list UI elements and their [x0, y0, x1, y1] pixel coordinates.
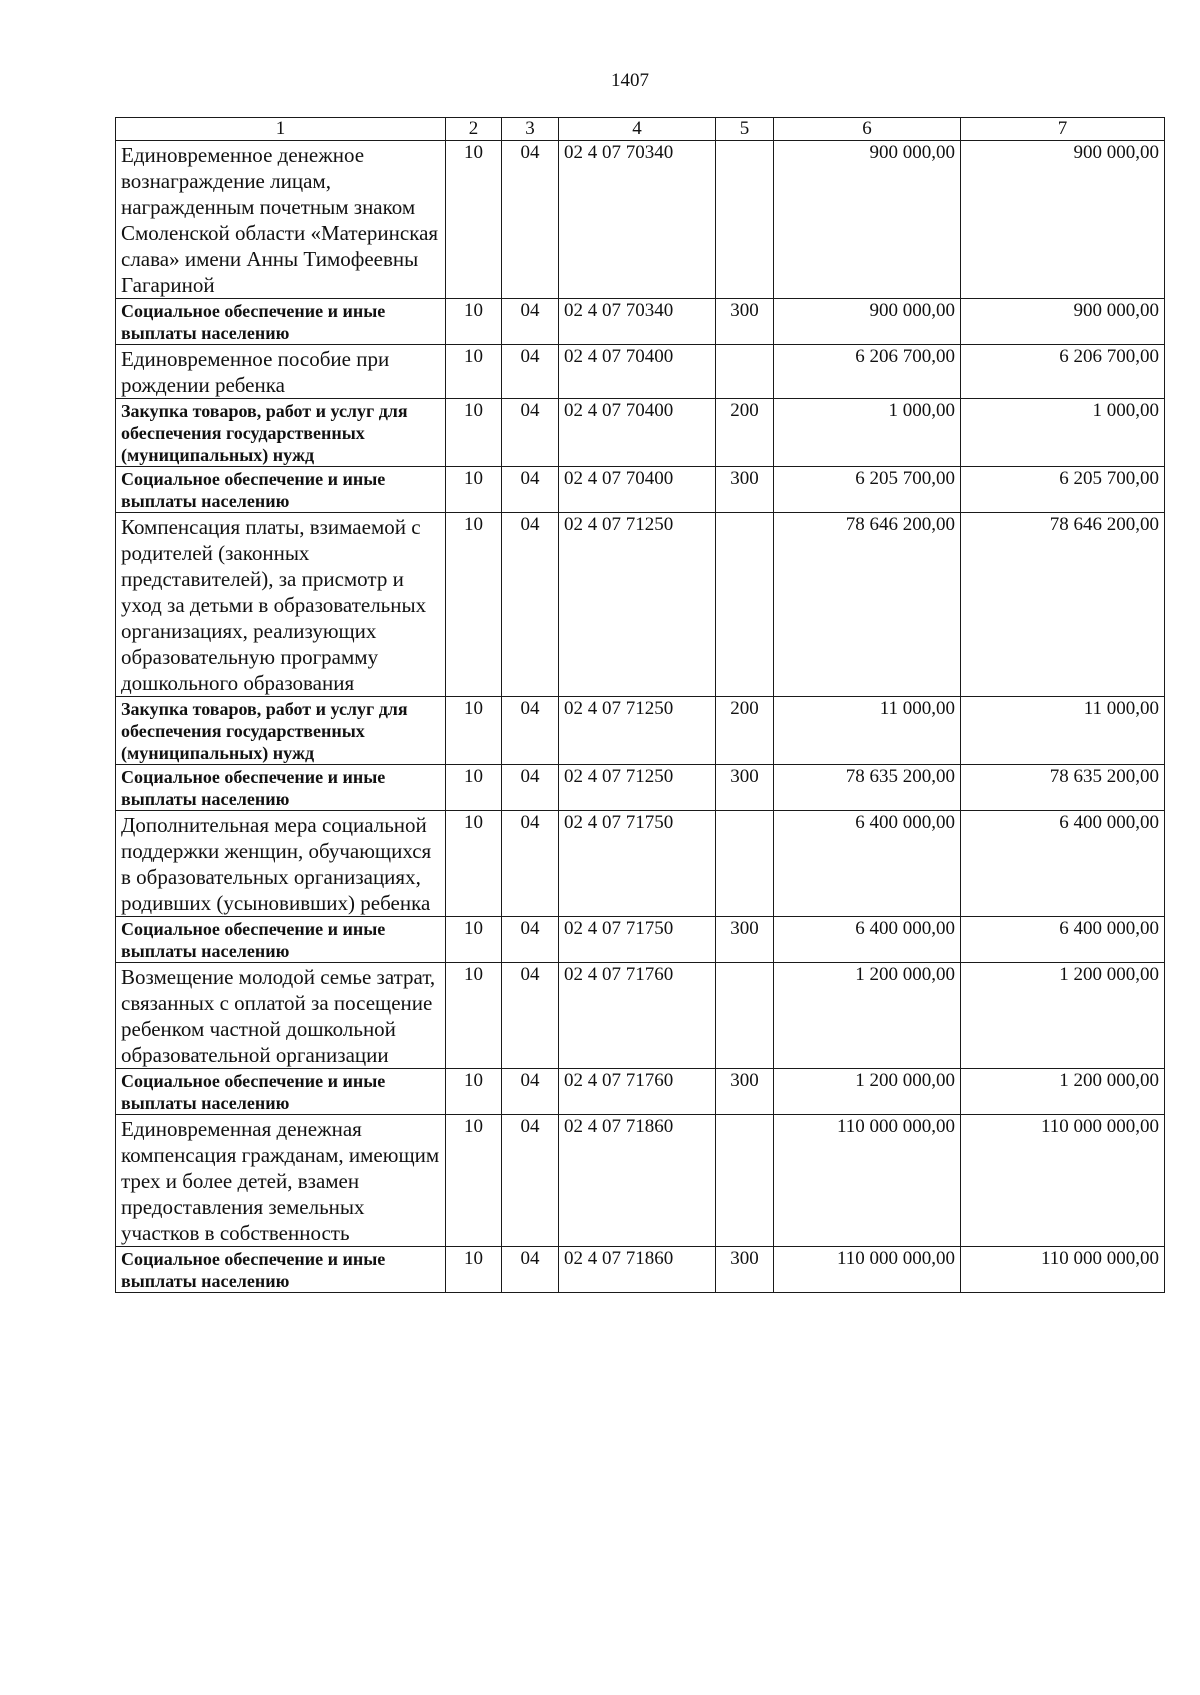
cell-subsection: 04 [502, 345, 559, 399]
cell-expense-type: 300 [716, 917, 774, 963]
table-row [116, 467, 1165, 513]
cell-name: Социальное обеспечение и иные выплаты населению [116, 1069, 446, 1115]
cell-subsection: 04 [502, 513, 559, 697]
cell-amount-2: 1 200 000,00 [961, 1069, 1165, 1115]
cell-amount-1: 1 200 000,00 [774, 1069, 961, 1115]
cell-name: Социальное обеспечение и иные выплаты населению [116, 299, 446, 345]
cell-expense-type [716, 811, 774, 917]
cell-amount-2: 1 200 000,00 [961, 963, 1165, 1069]
cell-subsection: 04 [502, 141, 559, 299]
cell-section: 10 [446, 299, 502, 345]
cell-section: 10 [446, 345, 502, 399]
cell-target-code: 02 4 07 71760 [559, 963, 716, 1069]
cell-expense-type: 300 [716, 299, 774, 345]
budget-table [115, 117, 1165, 1293]
cell-amount-1: 110 000 000,00 [774, 1247, 961, 1293]
cell-subsection: 04 [502, 1115, 559, 1247]
cell-expense-type: 300 [716, 1069, 774, 1115]
cell-amount-2: 1 000,00 [961, 399, 1165, 467]
column-header-amount-2: 7 [961, 118, 1165, 141]
table-row [116, 299, 1165, 345]
cell-section: 10 [446, 765, 502, 811]
cell-subsection: 04 [502, 399, 559, 467]
cell-expense-type [716, 963, 774, 1069]
column-header-expense-type: 5 [716, 118, 774, 141]
table-row [116, 1247, 1165, 1293]
cell-section: 10 [446, 697, 502, 765]
cell-subsection: 04 [502, 467, 559, 513]
cell-amount-2: 11 000,00 [961, 697, 1165, 765]
cell-name: Единовременное денежное вознаграждение лицам, награжденным почетным знаком Смоленской области «Материнская слава» имени Анны Тимофеевны Гагариной [116, 141, 446, 299]
cell-name: Закупка товаров, работ и услуг для обеспечения государственных (муниципальных) нужд [116, 697, 446, 765]
cell-target-code: 02 4 07 71750 [559, 917, 716, 963]
cell-target-code: 02 4 07 70340 [559, 141, 716, 299]
cell-subsection: 04 [502, 917, 559, 963]
cell-target-code: 02 4 07 70340 [559, 299, 716, 345]
header-row [116, 118, 1165, 141]
cell-expense-type: 200 [716, 697, 774, 765]
table-row [116, 1115, 1165, 1247]
cell-amount-1: 6 400 000,00 [774, 811, 961, 917]
table-row [116, 345, 1165, 399]
cell-target-code: 02 4 07 71250 [559, 697, 716, 765]
cell-target-code: 02 4 07 71860 [559, 1115, 716, 1247]
cell-subsection: 04 [502, 963, 559, 1069]
table-header [116, 118, 1165, 141]
cell-subsection: 04 [502, 299, 559, 345]
table-row [116, 963, 1165, 1069]
table-row [116, 1069, 1165, 1115]
cell-section: 10 [446, 1115, 502, 1247]
cell-amount-2: 900 000,00 [961, 299, 1165, 345]
cell-amount-1: 900 000,00 [774, 299, 961, 345]
cell-subsection: 04 [502, 811, 559, 917]
cell-name: Единовременное пособие при рождении ребенка [116, 345, 446, 399]
cell-expense-type [716, 513, 774, 697]
cell-target-code: 02 4 07 71250 [559, 765, 716, 811]
table-body [116, 141, 1165, 1293]
cell-target-code: 02 4 07 71750 [559, 811, 716, 917]
cell-expense-type: 200 [716, 399, 774, 467]
cell-amount-1: 6 206 700,00 [774, 345, 961, 399]
table-row [116, 811, 1165, 917]
cell-section: 10 [446, 467, 502, 513]
cell-amount-2: 900 000,00 [961, 141, 1165, 299]
cell-name: Закупка товаров, работ и услуг для обеспечения государственных (муниципальных) нужд [116, 399, 446, 467]
cell-amount-2: 6 205 700,00 [961, 467, 1165, 513]
cell-expense-type: 300 [716, 467, 774, 513]
column-header-name: 1 [116, 118, 446, 141]
table-row [116, 917, 1165, 963]
column-header-target-code: 4 [559, 118, 716, 141]
cell-expense-type [716, 345, 774, 399]
cell-expense-type: 300 [716, 765, 774, 811]
cell-name: Социальное обеспечение и иные выплаты населению [116, 1247, 446, 1293]
table-row [116, 697, 1165, 765]
cell-amount-1: 1 000,00 [774, 399, 961, 467]
cell-name: Дополнительная мера социальной поддержки женщин, обучающихся в образовательных организациях, родивших (усыновивших) ребенка [116, 811, 446, 917]
cell-name: Возмещение молодой семье затрат, связанных с оплатой за посещение ребенком частной дошкольной образовательной организации [116, 963, 446, 1069]
cell-name: Единовременная денежная компенсация гражданам, имеющим трех и более детей, взамен предоставления земельных участков в собственность [116, 1115, 446, 1247]
cell-expense-type [716, 141, 774, 299]
cell-target-code: 02 4 07 71860 [559, 1247, 716, 1293]
column-header-amount-1: 6 [774, 118, 961, 141]
cell-amount-2: 78 635 200,00 [961, 765, 1165, 811]
cell-amount-1: 6 400 000,00 [774, 917, 961, 963]
cell-amount-2: 6 400 000,00 [961, 917, 1165, 963]
cell-section: 10 [446, 513, 502, 697]
table-row [116, 399, 1165, 467]
cell-name: Социальное обеспечение и иные выплаты населению [116, 917, 446, 963]
cell-subsection: 04 [502, 1069, 559, 1115]
cell-section: 10 [446, 963, 502, 1069]
cell-name: Социальное обеспечение и иные выплаты населению [116, 765, 446, 811]
cell-amount-1: 78 646 200,00 [774, 513, 961, 697]
cell-subsection: 04 [502, 697, 559, 765]
cell-target-code: 02 4 07 71250 [559, 513, 716, 697]
cell-section: 10 [446, 917, 502, 963]
cell-expense-type: 300 [716, 1247, 774, 1293]
cell-name: Социальное обеспечение и иные выплаты населению [116, 467, 446, 513]
cell-target-code: 02 4 07 71760 [559, 1069, 716, 1115]
cell-amount-2: 110 000 000,00 [961, 1115, 1165, 1247]
cell-amount-1: 1 200 000,00 [774, 963, 961, 1069]
cell-amount-1: 78 635 200,00 [774, 765, 961, 811]
page-number: 1407 [611, 70, 649, 91]
cell-target-code: 02 4 07 70400 [559, 467, 716, 513]
cell-target-code: 02 4 07 70400 [559, 345, 716, 399]
cell-subsection: 04 [502, 765, 559, 811]
cell-amount-2: 6 400 000,00 [961, 811, 1165, 917]
cell-section: 10 [446, 399, 502, 467]
cell-section: 10 [446, 1247, 502, 1293]
table-row [116, 765, 1165, 811]
table-row [116, 513, 1165, 697]
cell-amount-2: 110 000 000,00 [961, 1247, 1165, 1293]
cell-amount-1: 6 205 700,00 [774, 467, 961, 513]
column-header-section: 2 [446, 118, 502, 141]
cell-section: 10 [446, 811, 502, 917]
table-row [116, 141, 1165, 299]
cell-section: 10 [446, 1069, 502, 1115]
cell-amount-1: 110 000 000,00 [774, 1115, 961, 1247]
cell-subsection: 04 [502, 1247, 559, 1293]
cell-expense-type [716, 1115, 774, 1247]
cell-amount-2: 6 206 700,00 [961, 345, 1165, 399]
cell-amount-1: 900 000,00 [774, 141, 961, 299]
cell-amount-1: 11 000,00 [774, 697, 961, 765]
cell-section: 10 [446, 141, 502, 299]
column-header-subsection: 3 [502, 118, 559, 141]
cell-name: Компенсация платы, взимаемой с родителей (законных представителей), за присмотр и уход за детьми в образовательных организациях, реализующих образовательную программу дошкольного образования [116, 513, 446, 697]
cell-target-code: 02 4 07 70400 [559, 399, 716, 467]
cell-amount-2: 78 646 200,00 [961, 513, 1165, 697]
